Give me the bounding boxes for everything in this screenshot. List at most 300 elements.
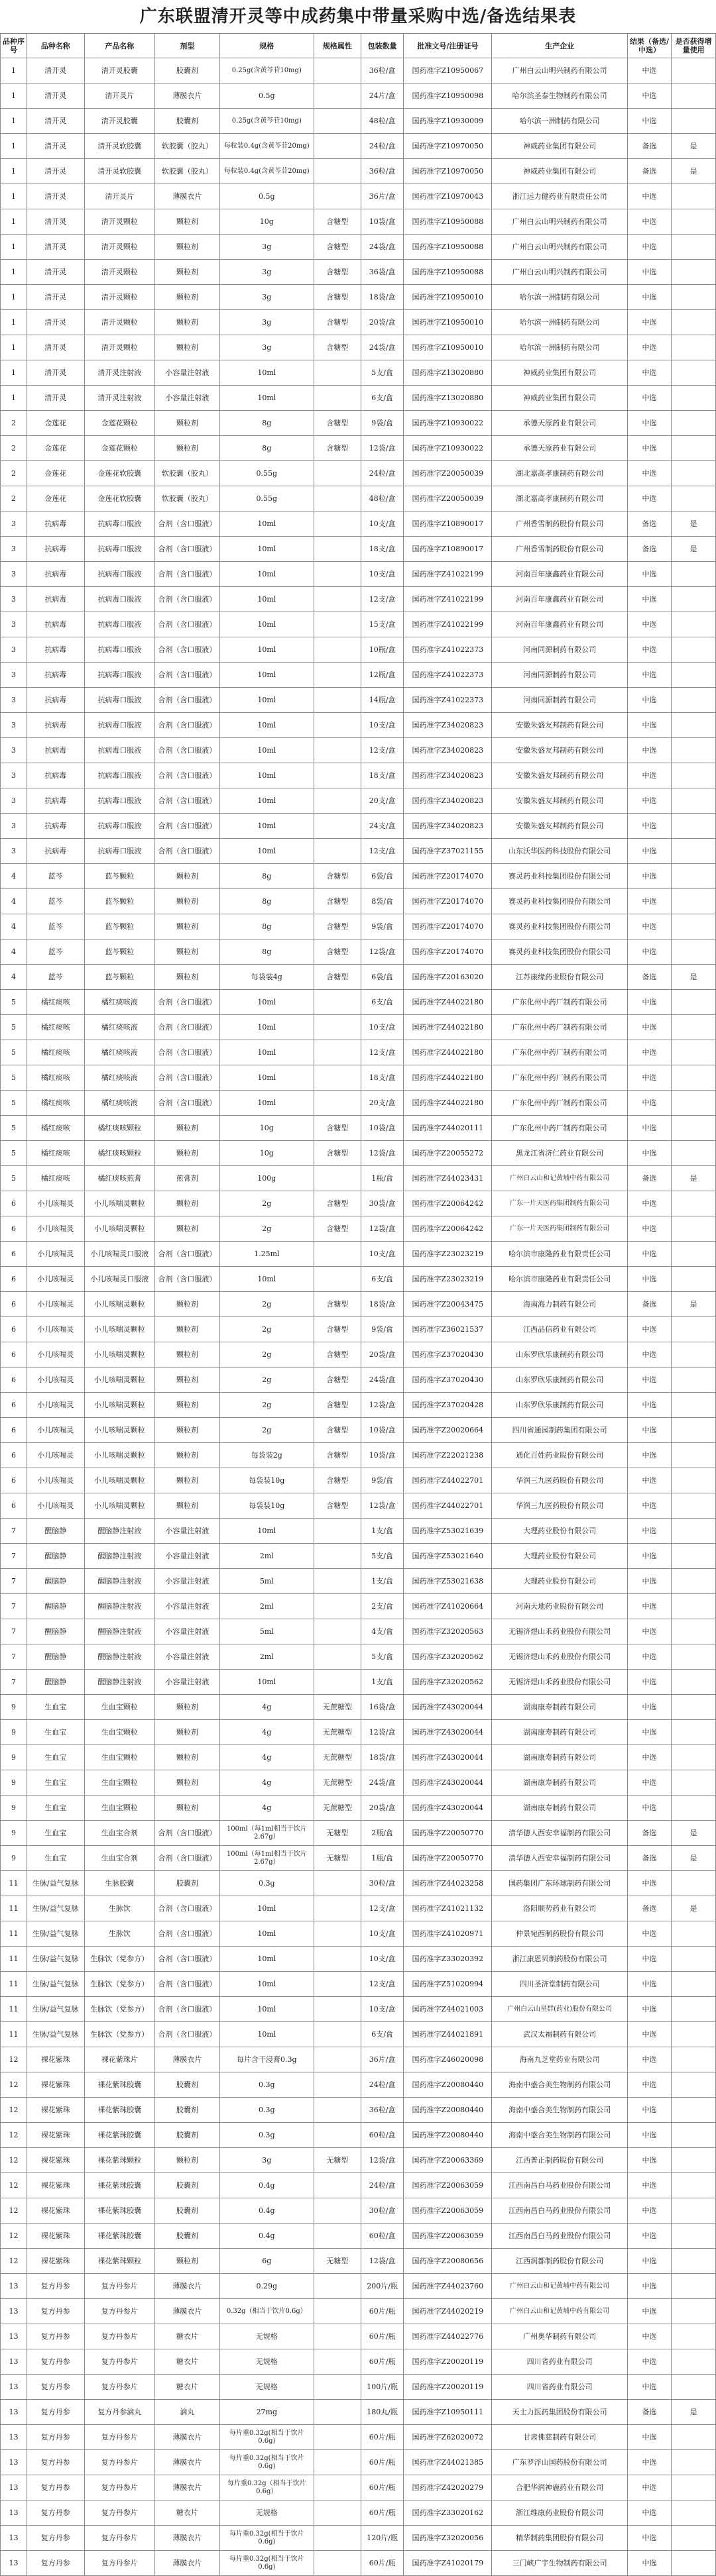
cell-specification: 2g <box>219 1191 314 1216</box>
cell-package-qty: 36粒/盒 <box>361 2098 403 2123</box>
cell-variety-no: 6 <box>1 1242 27 1267</box>
cell-result: 中选 <box>627 1317 672 1342</box>
cell-approval-no: 国药准字Z41021132 <box>404 1896 492 1921</box>
table-row <box>1 637 716 663</box>
cell-variety-name: 裸花紫珠 <box>27 2148 84 2173</box>
cell-product-name: 抗病毒口服液 <box>84 537 155 562</box>
cell-variety-name: 抗病毒 <box>27 738 84 763</box>
cell-approval-no: 国药准字Z20174070 <box>404 889 492 914</box>
cell-approval-no: 国药准字Z51020994 <box>404 1972 492 1997</box>
cell-variety-no: 6 <box>1 1342 27 1368</box>
cell-manufacturer: 大理药业股份有限公司 <box>492 1569 627 1594</box>
cell-dosage-form: 合剂（含口服液） <box>155 612 220 637</box>
table-row <box>1 1040 716 1065</box>
cell-variety-no: 7 <box>1 1644 27 1670</box>
cell-result: 中选 <box>627 1141 672 1166</box>
cell-variety-no: 6 <box>1 1191 27 1216</box>
cell-dosage-form: 颗粒剂 <box>155 310 220 335</box>
cell-dosage-form: 颗粒剂 <box>155 2148 220 2173</box>
cell-result: 中选 <box>627 914 672 939</box>
cell-dosage-form: 颗粒剂 <box>155 209 220 235</box>
cell-manufacturer: 湖南康寿制药有限公司 <box>492 1796 627 1821</box>
cell-specification: 10ml <box>219 1670 314 1695</box>
cell-variety-name: 小儿咳喘灵 <box>27 1468 84 1493</box>
table-row <box>1 1191 716 1216</box>
cell-product-name: 生脉饮（党参方） <box>84 1997 155 2022</box>
table-row <box>1 335 716 360</box>
cell-package-qty: 10袋/盒 <box>361 1418 403 1443</box>
cell-variety-name: 抗病毒 <box>27 688 84 713</box>
cell-dosage-form: 合剂（含口服液） <box>155 1015 220 1040</box>
cell-specification: 8g <box>219 411 314 436</box>
cell-product-name: 清开灵注射液 <box>84 386 155 411</box>
cell-package-qty: 36片/盒 <box>361 184 403 209</box>
cell-dosage-form: 颗粒剂 <box>155 1695 220 1720</box>
cell-specification: 每袋装4g <box>219 965 314 990</box>
cell-package-qty: 5支/盒 <box>361 360 403 386</box>
table-row <box>1 1418 716 1443</box>
cell-dosage-form: 颗粒剂 <box>155 1443 220 1468</box>
cell-variety-no: 13 <box>1 2299 27 2324</box>
cell-package-qty: 48粒/盒 <box>361 486 403 511</box>
cell-result: 备选 <box>627 134 672 159</box>
cell-spec-attribute: 无糖型 <box>314 2148 361 2173</box>
cell-spec-attribute <box>314 612 361 637</box>
cell-manufacturer: 广东化州中药厂制药有限公司 <box>492 1091 627 1116</box>
cell-variety-name: 小儿咳喘灵 <box>27 1292 84 1317</box>
cell-approval-no: 国药准字Z44023431 <box>404 1166 492 1191</box>
cell-manufacturer: 河南百年康鑫药业有限公司 <box>492 612 627 637</box>
cell-approval-no: 国药准字Z20080440 <box>404 2123 492 2148</box>
cell-manufacturer: 广州白云山明兴制药有限公司 <box>492 235 627 260</box>
cell-variety-no: 13 <box>1 2526 27 2551</box>
cell-approval-no: 国药准字Z33020392 <box>404 1947 492 1972</box>
cell-package-qty: 12袋/盒 <box>361 436 403 461</box>
cell-manufacturer: 天士力医药集团股份有限公司 <box>492 2400 627 2425</box>
cell-variety-no: 5 <box>1 1166 27 1191</box>
column-header: 结果（备选/中选） <box>627 34 672 58</box>
cell-specification: 10ml <box>219 612 314 637</box>
cell-result: 中选 <box>627 1670 672 1695</box>
cell-variety-name: 橘红痰咳 <box>27 990 84 1015</box>
cell-dosage-form: 颗粒剂 <box>155 1745 220 1770</box>
cell-product-name: 复方丹参片 <box>84 2274 155 2299</box>
cell-specification: 10ml <box>219 386 314 411</box>
cell-dosage-form: 颗粒剂 <box>155 1720 220 1745</box>
cell-variety-no: 11 <box>1 1896 27 1921</box>
cell-product-name: 抗病毒口服液 <box>84 511 155 537</box>
cell-package-qty: 1瓶/盒 <box>361 1846 403 1871</box>
cell-approval-no: 国药准字Z43020044 <box>404 1796 492 1821</box>
cell-product-name: 生脉饮（党参方） <box>84 2022 155 2047</box>
cell-spec-attribute <box>314 2047 361 2072</box>
cell-specification: 2g <box>219 1216 314 1242</box>
cell-package-qty: 2瓶/盒 <box>361 1821 403 1846</box>
cell-manufacturer: 河南天地药业股份有限公司 <box>492 1594 627 1619</box>
cell-variety-no: 12 <box>1 2173 27 2198</box>
cell-product-name: 金莲花颗粒 <box>84 411 155 436</box>
cell-spec-attribute <box>314 1644 361 1670</box>
cell-approval-no: 国药准字Z10950067 <box>404 58 492 83</box>
table-header-row <box>1 34 716 58</box>
cell-product-name: 橘红痰咳颗粒 <box>84 1141 155 1166</box>
cell-variety-name: 清开灵 <box>27 285 84 310</box>
cell-manufacturer: 武汉太福制药有限公司 <box>492 2022 627 2047</box>
cell-approval-no: 国药准字Z20020664 <box>404 1418 492 1443</box>
cell-dosage-form: 薄膜衣片 <box>155 2475 220 2500</box>
cell-package-qty: 6支/盒 <box>361 386 403 411</box>
table-row <box>1 159 716 184</box>
cell-variety-no: 1 <box>1 109 27 134</box>
table-row <box>1 763 716 788</box>
cell-package-qty: 10支/盒 <box>361 1242 403 1267</box>
table-row <box>1 1796 716 1821</box>
cell-product-name: 金莲花软胶囊 <box>84 486 155 511</box>
cell-variety-name: 蓝芩 <box>27 914 84 939</box>
cell-specification: 10ml <box>219 1519 314 1544</box>
cell-product-name: 生血宝颗粒 <box>84 1770 155 1796</box>
cell-spec-attribute <box>314 461 361 486</box>
table-row <box>1 562 716 587</box>
cell-dosage-form: 小容量注射液 <box>155 386 220 411</box>
cell-approval-no: 国药准字Z41022199 <box>404 562 492 587</box>
cell-dosage-form: 小容量注射液 <box>155 1619 220 1644</box>
cell-product-name: 蓝芩颗粒 <box>84 939 155 965</box>
cell-approval-no: 国药准字Z13020880 <box>404 360 492 386</box>
cell-specification: 0.55g <box>219 461 314 486</box>
cell-result: 备选 <box>627 511 672 537</box>
cell-variety-name: 清开灵 <box>27 159 84 184</box>
cell-package-qty: 10支/盒 <box>361 1947 403 1972</box>
cell-package-qty: 60片/瓶 <box>361 2349 403 2375</box>
table-row <box>1 1821 716 1846</box>
cell-result: 中选 <box>627 1368 672 1393</box>
cell-package-qty: 24袋/盒 <box>361 235 403 260</box>
cell-product-name: 生脉饮（党参方） <box>84 1947 155 1972</box>
cell-package-qty: 24粒/盒 <box>361 134 403 159</box>
cell-dosage-form: 合剂（含口服液） <box>155 1267 220 1292</box>
cell-product-name: 清开灵片 <box>84 83 155 109</box>
cell-manufacturer: 哈尔滨一洲制药有限公司 <box>492 285 627 310</box>
cell-variety-no: 6 <box>1 1493 27 1519</box>
cell-variety-no: 12 <box>1 2198 27 2224</box>
cell-spec-attribute <box>314 1921 361 1947</box>
cell-variety-name: 清开灵 <box>27 360 84 386</box>
cell-package-qty: 10袋/盒 <box>361 1443 403 1468</box>
cell-variety-name: 金莲花 <box>27 461 84 486</box>
cell-spec-attribute <box>314 1871 361 1896</box>
cell-specification: 0.4g <box>219 2173 314 2198</box>
cell-specification: 无规格 <box>219 2500 314 2526</box>
cell-variety-no: 6 <box>1 1216 27 1242</box>
cell-dosage-form: 合剂（含口服液） <box>155 663 220 688</box>
cell-variety-no: 12 <box>1 2123 27 2148</box>
cell-dosage-form: 颗粒剂 <box>155 864 220 889</box>
cell-spec-attribute <box>314 1267 361 1292</box>
cell-variety-no: 3 <box>1 637 27 663</box>
cell-increment-use: 是 <box>672 511 716 537</box>
cell-product-name: 小儿咳喘灵颗粒 <box>84 1368 155 1393</box>
cell-product-name: 小儿咳喘灵颗粒 <box>84 1342 155 1368</box>
cell-product-name: 裸花紫珠片 <box>84 2047 155 2072</box>
cell-spec-attribute: 含糖型 <box>314 965 361 990</box>
cell-manufacturer: 广州香雪制药股份有限公司 <box>492 537 627 562</box>
cell-approval-no: 国药准字Z20063059 <box>404 2198 492 2224</box>
cell-package-qty: 6支/盒 <box>361 990 403 1015</box>
document-title: 广东联盟清开灵等中成药集中带量采购中选/备选结果表 <box>139 7 577 27</box>
cell-manufacturer: 安徽朱盛友邦制药有限公司 <box>492 814 627 839</box>
cell-manufacturer: 江西品信药业有限公司 <box>492 1317 627 1342</box>
cell-increment-use <box>672 58 716 83</box>
cell-increment-use <box>672 1544 716 1569</box>
cell-result: 中选 <box>627 2526 672 2551</box>
cell-variety-no: 4 <box>1 914 27 939</box>
cell-specification: 每片重0.32g（相当于饮片0.6g） <box>219 2475 314 2500</box>
cell-increment-use <box>672 335 716 360</box>
cell-spec-attribute: 含糖型 <box>314 1191 361 1216</box>
cell-product-name: 小儿咳喘灵颗粒 <box>84 1418 155 1443</box>
cell-package-qty: 30袋/盒 <box>361 1191 403 1216</box>
cell-result: 中选 <box>627 1468 672 1493</box>
cell-manufacturer: 黑龙江省济仁药业有限公司 <box>492 1141 627 1166</box>
cell-variety-name: 生血宝 <box>27 1846 84 1871</box>
cell-approval-no: 国药准字Z20043475 <box>404 1292 492 1317</box>
cell-result: 中选 <box>627 2551 672 2576</box>
cell-increment-use <box>672 461 716 486</box>
cell-result: 中选 <box>627 2022 672 2047</box>
cell-variety-name: 蓝芩 <box>27 864 84 889</box>
cell-specification: 每袋装10g <box>219 1468 314 1493</box>
cell-approval-no: 国药准字Z20050770 <box>404 1821 492 1846</box>
cell-variety-no: 9 <box>1 1796 27 1821</box>
cell-variety-no: 3 <box>1 713 27 738</box>
cell-product-name: 生脉饮 <box>84 1921 155 1947</box>
cell-increment-use <box>672 763 716 788</box>
table-row <box>1 184 716 209</box>
cell-variety-name: 蓝芩 <box>27 889 84 914</box>
cell-approval-no: 国药准字Z10930009 <box>404 109 492 134</box>
cell-specification: 10ml <box>219 537 314 562</box>
cell-spec-attribute: 无蔗糖型 <box>314 1796 361 1821</box>
cell-approval-no: 国药准字Z20050770 <box>404 1846 492 1871</box>
cell-spec-attribute <box>314 2349 361 2375</box>
table-row <box>1 2249 716 2274</box>
cell-approval-no: 国药准字Z20174070 <box>404 864 492 889</box>
cell-manufacturer: 神威药业集团有限公司 <box>492 360 627 386</box>
cell-approval-no: 国药准字Z34020823 <box>404 738 492 763</box>
cell-approval-no: 国药准字Z41020971 <box>404 1921 492 1947</box>
cell-product-name: 蓝芩颗粒 <box>84 965 155 990</box>
cell-spec-attribute <box>314 2400 361 2425</box>
cell-result: 中选 <box>627 1493 672 1519</box>
cell-product-name: 抗病毒口服液 <box>84 713 155 738</box>
cell-spec-attribute: 含糖型 <box>314 1317 361 1342</box>
cell-manufacturer: 广州白云山和记黄埔中药有限公司 <box>492 2299 627 2324</box>
cell-increment-use <box>672 1619 716 1644</box>
cell-specification: 0.4g <box>219 2198 314 2224</box>
cell-approval-no: 国药准字Z20163020 <box>404 965 492 990</box>
cell-specification: 10g <box>219 209 314 235</box>
cell-approval-no: 国药准字Z10890017 <box>404 511 492 537</box>
cell-variety-name: 生脉/益气复脉 <box>27 1947 84 1972</box>
cell-variety-no: 3 <box>1 587 27 612</box>
cell-spec-attribute: 含糖型 <box>314 1393 361 1418</box>
cell-variety-name: 生血宝 <box>27 1695 84 1720</box>
cell-result: 中选 <box>627 1418 672 1443</box>
cell-dosage-form: 小容量注射液 <box>155 1544 220 1569</box>
cell-package-qty: 20袋/盒 <box>361 1342 403 1368</box>
cell-package-qty: 30粒/盒 <box>361 1871 403 1896</box>
cell-product-name: 橘红痰咳液 <box>84 990 155 1015</box>
cell-specification: 0.25g(含黄芩苷10mg) <box>219 109 314 134</box>
cell-specification: 10ml <box>219 562 314 587</box>
cell-dosage-form: 合剂（含口服液） <box>155 1091 220 1116</box>
cell-package-qty: 6袋/盒 <box>361 864 403 889</box>
cell-approval-no: 国药准字Z44020111 <box>404 1116 492 1141</box>
cell-result: 中选 <box>627 184 672 209</box>
cell-manufacturer: 哈尔滨一洲制药有限公司 <box>492 335 627 360</box>
cell-increment-use <box>672 260 716 285</box>
cell-specification: 每片重0.32g(相当于饮片0.6g) <box>219 2551 314 2576</box>
cell-spec-attribute <box>314 1015 361 1040</box>
cell-variety-no: 1 <box>1 335 27 360</box>
cell-product-name: 生血宝颗粒 <box>84 1720 155 1745</box>
cell-manufacturer: 安徽朱盛友邦制药有限公司 <box>492 788 627 814</box>
table-row <box>1 2526 716 2551</box>
cell-increment-use <box>672 1947 716 1972</box>
cell-product-name: 醒脑静注射液 <box>84 1519 155 1544</box>
cell-result: 中选 <box>627 1015 672 1040</box>
cell-variety-no: 9 <box>1 1720 27 1745</box>
cell-specification: 0.3g <box>219 2098 314 2123</box>
cell-specification: 6g <box>219 2249 314 2274</box>
cell-result: 中选 <box>627 1947 672 1972</box>
cell-variety-name: 生血宝 <box>27 1821 84 1846</box>
cell-result: 中选 <box>627 1393 672 1418</box>
cell-result: 中选 <box>627 2224 672 2249</box>
cell-increment-use <box>672 889 716 914</box>
cell-variety-no: 13 <box>1 2274 27 2299</box>
cell-variety-name: 抗病毒 <box>27 839 84 864</box>
cell-variety-name: 醒脑静 <box>27 1569 84 1594</box>
cell-approval-no: 国药准字Z44023760 <box>404 2274 492 2299</box>
cell-approval-no: 国药准字Z44022701 <box>404 1468 492 1493</box>
cell-dosage-form: 合剂（含口服液） <box>155 814 220 839</box>
cell-dosage-form: 合剂（含口服液） <box>155 2022 220 2047</box>
cell-variety-no: 13 <box>1 2375 27 2400</box>
cell-specification: 100ml（每1ml相当于饮片2.67g） <box>219 1821 314 1846</box>
cell-increment-use <box>672 1418 716 1443</box>
cell-variety-no: 13 <box>1 2551 27 2576</box>
cell-approval-no: 国药准字Z43020044 <box>404 1745 492 1770</box>
cell-approval-no: 国药准字Z10950010 <box>404 310 492 335</box>
cell-specification: 4g <box>219 1745 314 1770</box>
cell-increment-use <box>672 2224 716 2249</box>
cell-increment-use <box>672 2249 716 2274</box>
cell-variety-name: 抗病毒 <box>27 713 84 738</box>
cell-result: 中选 <box>627 1040 672 1065</box>
cell-spec-attribute: 含糖型 <box>314 1292 361 1317</box>
table-row <box>1 1065 716 1091</box>
cell-result: 中选 <box>627 587 672 612</box>
cell-increment-use: 是 <box>672 1292 716 1317</box>
cell-increment-use <box>672 1644 716 1670</box>
cell-increment-use <box>672 1972 716 1997</box>
cell-specification: 0.3g <box>219 1871 314 1896</box>
cell-approval-no: 国药准字Z32020562 <box>404 1670 492 1695</box>
table-row <box>1 1368 716 1393</box>
cell-manufacturer: 清华德人西安幸福制药有限公司 <box>492 1846 627 1871</box>
cell-product-name: 抗病毒口服液 <box>84 763 155 788</box>
cell-manufacturer: 广州香雪制药股份有限公司 <box>492 511 627 537</box>
cell-variety-no: 3 <box>1 663 27 688</box>
cell-package-qty: 10支/盒 <box>361 511 403 537</box>
cell-dosage-form: 软胶囊（胶丸） <box>155 159 220 184</box>
cell-dosage-form: 合剂（含口服液） <box>155 1040 220 1065</box>
cell-specification: 0.29g <box>219 2274 314 2299</box>
cell-increment-use <box>672 939 716 965</box>
table-row <box>1 1242 716 1267</box>
cell-increment-use <box>672 2526 716 2551</box>
cell-result: 中选 <box>627 562 672 587</box>
cell-dosage-form: 颗粒剂 <box>155 2249 220 2274</box>
cell-approval-no: 国药准字Z22021238 <box>404 1443 492 1468</box>
cell-dosage-form: 颗粒剂 <box>155 260 220 285</box>
cell-specification: 100g <box>219 1166 314 1191</box>
cell-spec-attribute: 含糖型 <box>314 310 361 335</box>
cell-specification: 2g <box>219 1317 314 1342</box>
cell-product-name: 生血宝合剂 <box>84 1821 155 1846</box>
cell-spec-attribute <box>314 360 361 386</box>
cell-approval-no: 国药准字Z13020880 <box>404 386 492 411</box>
cell-product-name: 清开灵颗粒 <box>84 310 155 335</box>
cell-variety-no: 6 <box>1 1443 27 1468</box>
column-header: 品种名称 <box>27 34 84 58</box>
cell-manufacturer: 哈尔滨市康隆药业有限责任公司 <box>492 1267 627 1292</box>
cell-approval-no: 国药准字Z10890017 <box>404 537 492 562</box>
cell-product-name: 清开灵片 <box>84 184 155 209</box>
cell-result: 中选 <box>627 1972 672 1997</box>
cell-result: 中选 <box>627 1695 672 1720</box>
table-row <box>1 2173 716 2198</box>
cell-increment-use <box>672 436 716 461</box>
cell-spec-attribute: 含糖型 <box>314 864 361 889</box>
cell-manufacturer: 广州白云山明兴制药有限公司 <box>492 209 627 235</box>
cell-specification: 8g <box>219 436 314 461</box>
cell-specification: 27mg <box>219 2400 314 2425</box>
cell-manufacturer: 广东化州中药厂制药有限公司 <box>492 1116 627 1141</box>
cell-spec-attribute <box>314 511 361 537</box>
table-row <box>1 1292 716 1317</box>
cell-manufacturer: 四川圣济堂制药有限公司 <box>492 1972 627 1997</box>
cell-approval-no: 国药准字Z37021155 <box>404 839 492 864</box>
cell-increment-use <box>672 713 716 738</box>
cell-spec-attribute <box>314 184 361 209</box>
cell-variety-name: 清开灵 <box>27 209 84 235</box>
cell-approval-no: 国药准字Z10930022 <box>404 411 492 436</box>
cell-specification: 每片重0.32g(相当于饮片0.6g) <box>219 2425 314 2450</box>
table-row <box>1 2500 716 2526</box>
cell-package-qty: 24支/盒 <box>361 814 403 839</box>
cell-increment-use <box>672 235 716 260</box>
cell-approval-no: 国药准字Z20080440 <box>404 2072 492 2098</box>
cell-approval-no: 国药准字Z41020664 <box>404 1594 492 1619</box>
cell-approval-no: 国药准字Z20174070 <box>404 914 492 939</box>
table-row <box>1 1216 716 1242</box>
cell-specification: 10g <box>219 1141 314 1166</box>
cell-specification: 10ml <box>219 1947 314 1972</box>
cell-manufacturer: 湖南康寿制药有限公司 <box>492 1695 627 1720</box>
